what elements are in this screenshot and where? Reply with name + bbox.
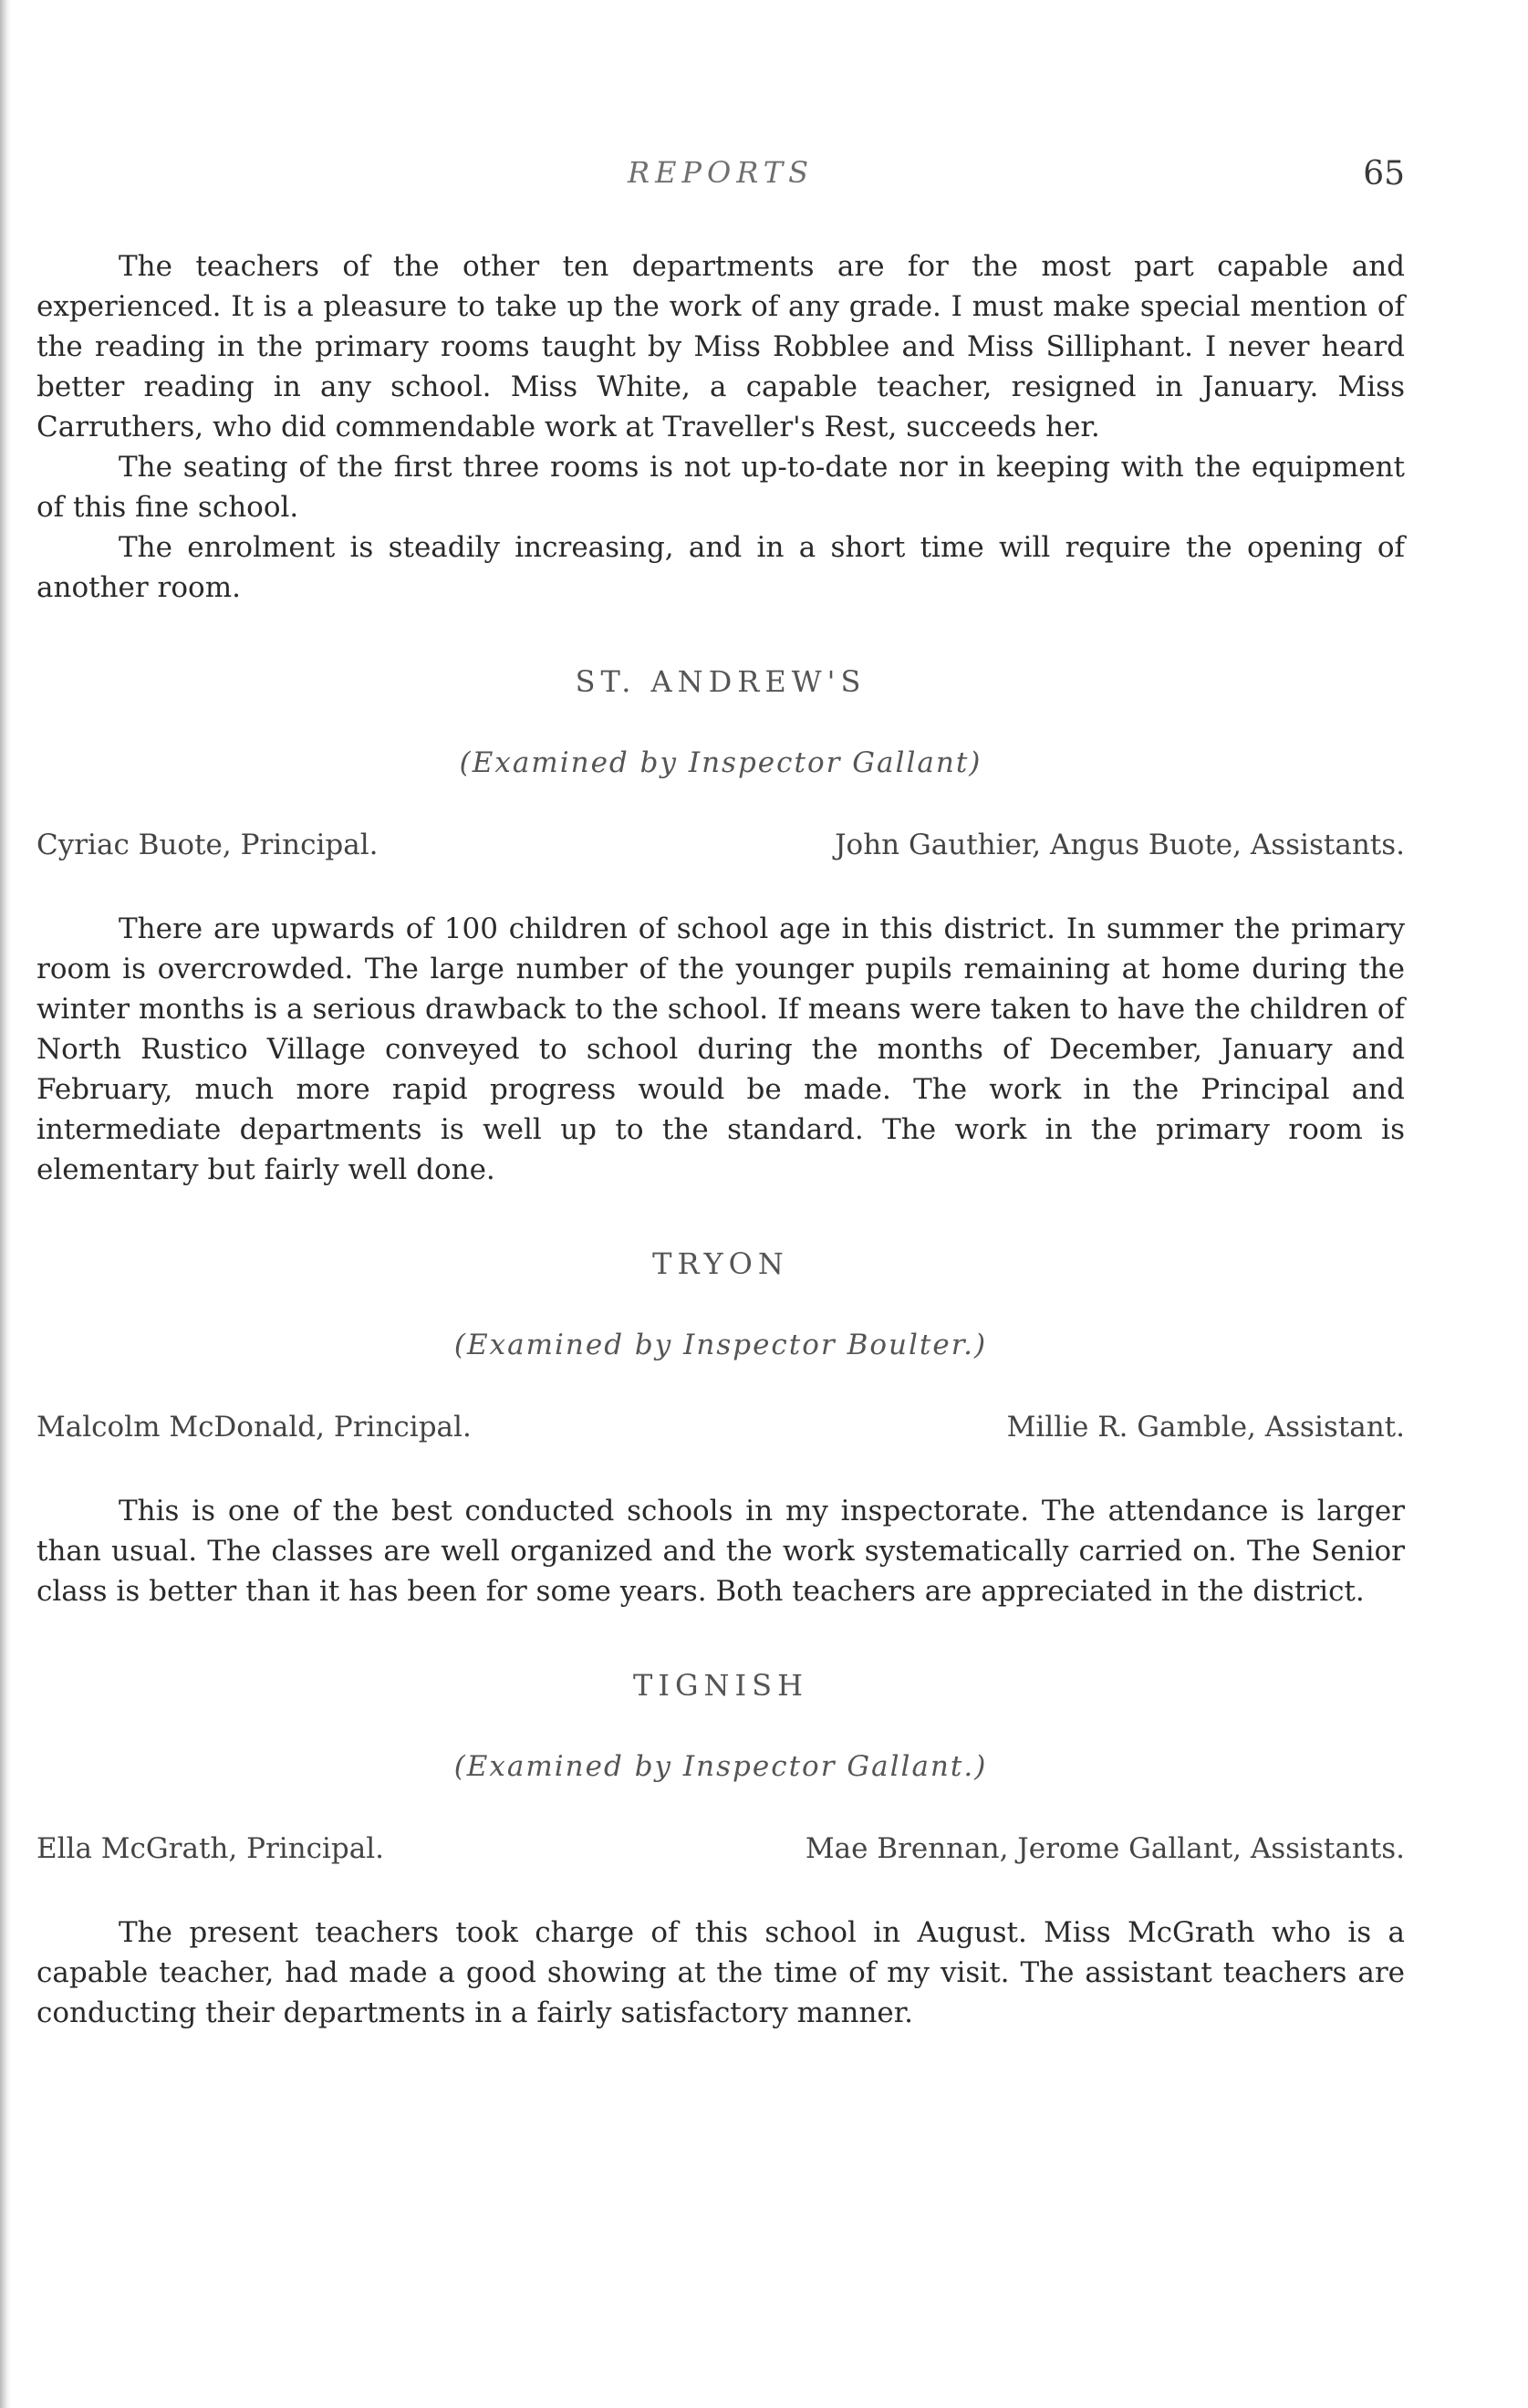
examined-by-note: (Examined by Inspector Gallant.): [453, 1750, 988, 1783]
examined-by-note: (Examined by Inspector Boulter.): [453, 1329, 988, 1361]
section-tryon: [36, 1246, 1405, 1611]
assistants-names: Millie R. Gamble, Assistant.: [1006, 1411, 1405, 1444]
principal-name: Ella McGrath, Principal.: [36, 1832, 385, 1865]
intro-section: [36, 246, 1405, 608]
running-head: [36, 155, 1405, 210]
section-st-andrews: [36, 664, 1405, 1190]
section-paragraph: This is one of the best conducted schools in my inspectorate. The attendance is larger than usual. The classes are well organized and the work systematically carried on. The Senior class is better than it has been for some years. Both teachers are appreciated in the district.: [36, 1495, 1405, 1608]
running-title: REPORTS: [627, 155, 814, 190]
intro-paragraph: The enrolment is steadily increasing, and in a short time will require the opening of another room.: [36, 531, 1405, 604]
section-title: ST. ANDREW'S: [575, 664, 867, 699]
staff-line: [36, 1829, 1405, 1869]
document-page: [36, 155, 1405, 2033]
page-edge-shadow: [0, 0, 11, 2408]
section-paragraph: The present teachers took charge of this school in August. Miss McGrath who is a capable teacher, had made a good showing at the time of my visit. The assistant teachers are conducting their departments in a fairly satisfactory manner.: [36, 1916, 1405, 2029]
assistants-names: Mae Brennan, Jerome Gallant, Assistants.: [805, 1832, 1405, 1865]
principal-name: Cyriac Buote, Principal.: [36, 829, 379, 861]
assistants-names: John Gauthier, Angus Buote, Assistants.: [835, 829, 1405, 861]
page-number: 65: [1363, 155, 1405, 193]
section-tignish: [36, 1668, 1405, 2033]
section-title: TRYON: [652, 1246, 789, 1281]
intro-paragraph: The seating of the first three rooms is not up-to-date nor in keeping with the equipment of this fine school.: [36, 451, 1405, 524]
staff-line: [36, 1407, 1405, 1447]
intro-paragraph: The teachers of the other ten departments are for the most part capable and experienced. It is a pleasure to take up the work of any grade. I must make special mention of the reading in the primary rooms taught by Miss Robblee and Miss Silliphant. I never heard better reading in any school. Miss White, a capable teacher, resigned in January. Miss Carruthers, who did commendable work at Traveller's Rest, succeeds her.: [36, 250, 1405, 443]
section-title: TIGNISH: [632, 1668, 808, 1703]
principal-name: Malcolm McDonald, Principal.: [36, 1411, 472, 1444]
section-paragraph: There are upwards of 100 children of school age in this district. In summer the primary room is overcrowded. The large number of the younger pupils remaining at home during the winter months is a serious drawback to the school. If means were taken to have the children of North Rustico Village conveyed to school during the months of December, January and February, much more rapid progress would be made. The work in the Principal and intermediate departments is well up to the standard. The work in the primary room is elementary but fairly well done.: [36, 912, 1405, 1186]
staff-line: [36, 825, 1405, 865]
examined-by-note: (Examined by Inspector Gallant): [459, 746, 982, 779]
